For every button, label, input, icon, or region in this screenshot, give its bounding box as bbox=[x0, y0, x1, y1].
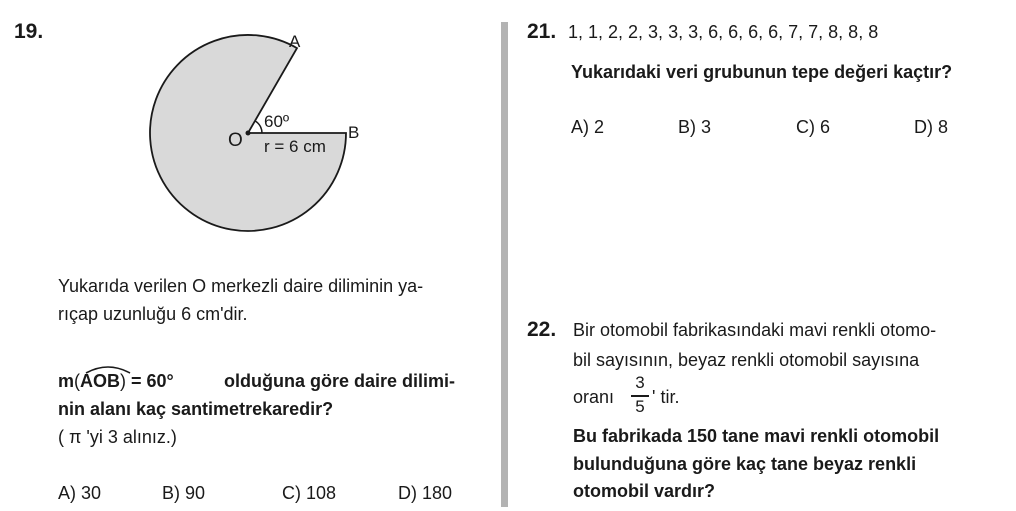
angle-arc bbox=[255, 121, 262, 133]
q19-question-line2: nin alanı kaç santimetrekaredir? bbox=[58, 399, 334, 419]
q22-question-line1: Bu fabrikada 150 tane mavi renkli otomobil bbox=[573, 426, 940, 446]
q21-question: Yukarıdaki veri grubunun tepe değeri kaçtır? bbox=[571, 62, 953, 82]
q19-cond-rest: olduğuna göre daire dilimi- bbox=[224, 371, 456, 391]
q19-option-d[interactable]: D) 180 bbox=[398, 483, 453, 503]
fraction-denominator: 5 bbox=[635, 397, 645, 416]
label-point-o: O bbox=[228, 130, 243, 151]
q21-option-c[interactable]: C) 6 bbox=[796, 117, 831, 137]
q21-option-b[interactable]: B) 3 bbox=[678, 117, 712, 137]
q22-question-line2: bulunduğuna göre kaç tane beyaz renkli bbox=[573, 454, 917, 474]
label-radius: r = 6 cm bbox=[264, 137, 326, 156]
q22-line2: bil sayısının, beyaz renkli otomobil sayısına bbox=[573, 350, 920, 370]
question-21-number: 21. bbox=[527, 20, 557, 43]
q19-text-line2: rıçap uzunluğu 6 cm'dir. bbox=[58, 304, 248, 324]
angle-hat-icon bbox=[84, 363, 132, 375]
q22-line1: Bir otomobil fabrikasındaki mavi renkli otomo- bbox=[573, 320, 937, 340]
fraction-numerator: 3 bbox=[635, 373, 645, 392]
q21-data-list: 1, 1, 2, 2, 3, 3, 3, 6, 6, 6, 6, 7, 7, 8, 8, 8 bbox=[568, 22, 879, 42]
q21-option-d[interactable]: D) 8 bbox=[914, 117, 949, 137]
q22-ratio-prefix: oranı bbox=[573, 387, 615, 407]
q19-option-a[interactable]: A) 30 bbox=[58, 483, 102, 503]
question-19-number: 19. bbox=[14, 20, 44, 43]
q19-text-line1: Yukarıda verilen O merkezli daire diliminin ya- bbox=[58, 276, 424, 296]
q22-ratio-suffix: ' tir. bbox=[652, 387, 680, 407]
q19-cond-prefix: m bbox=[58, 371, 75, 391]
center-point bbox=[246, 131, 251, 136]
q19-option-b[interactable]: B) 90 bbox=[162, 483, 206, 503]
question-22-number: 22. bbox=[527, 318, 557, 341]
column-divider bbox=[501, 22, 508, 507]
q19-cond-value: = 60° bbox=[126, 371, 174, 391]
label-point-a: A bbox=[289, 32, 301, 51]
q19-condition: m(AOB) = 60° bbox=[58, 371, 174, 391]
q19-option-c[interactable]: C) 108 bbox=[282, 483, 337, 503]
q21-option-a[interactable]: A) 2 bbox=[571, 117, 605, 137]
q19-hint: ( π 'yi 3 alınız.) bbox=[58, 427, 177, 447]
sector-figure bbox=[140, 25, 380, 265]
q22-question-line3: otomobil vardır? bbox=[573, 481, 716, 501]
q19-cond-angle: AOB bbox=[80, 371, 121, 391]
label-point-b: B bbox=[348, 123, 360, 142]
label-angle: 60º bbox=[264, 112, 290, 131]
